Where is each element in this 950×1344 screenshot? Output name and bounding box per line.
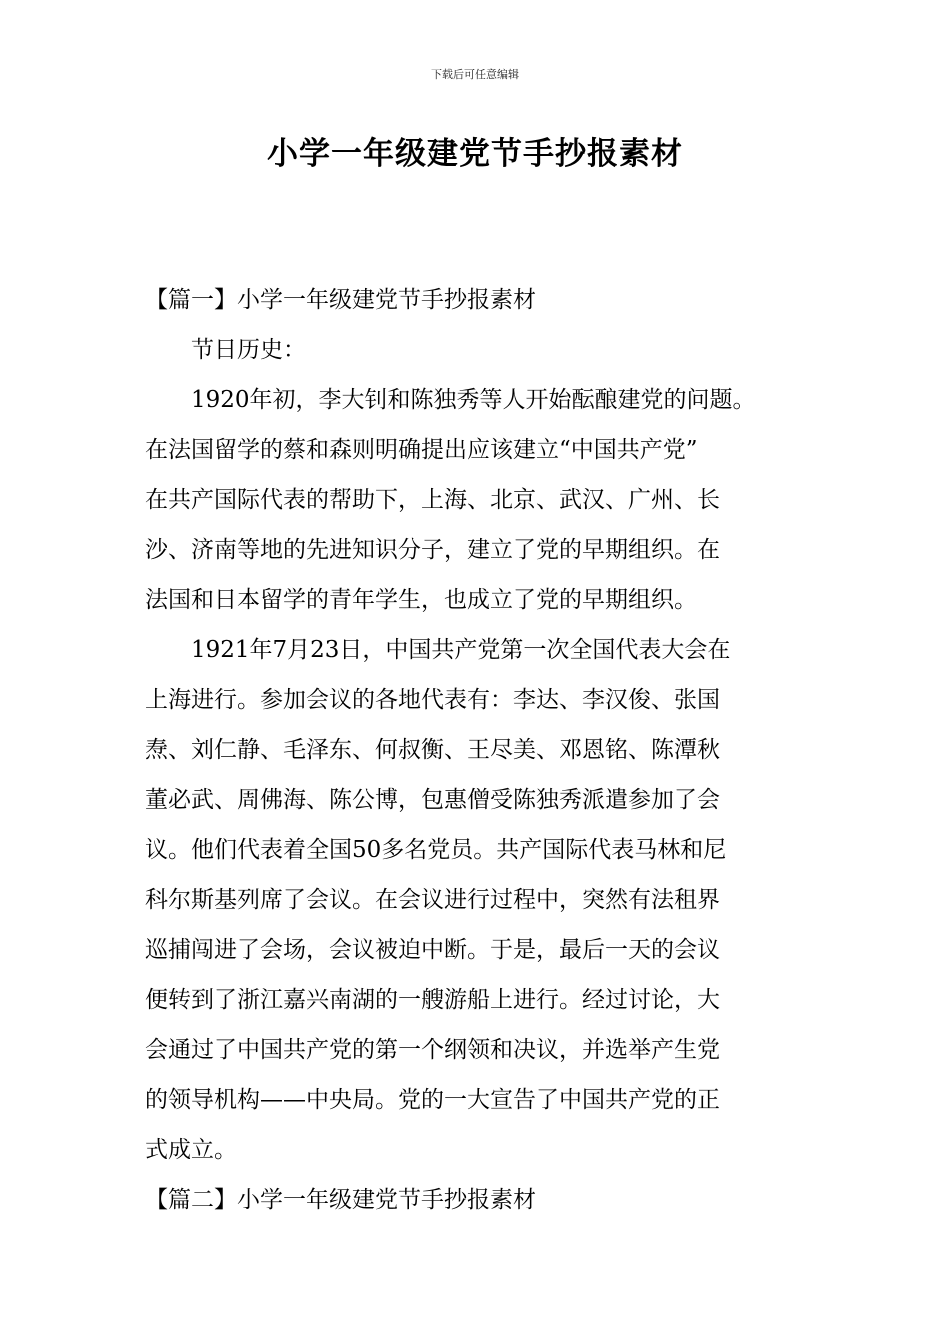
paragraph-line: 节日历史： — [191, 337, 306, 363]
paragraph-line: 议。他们代表着全国50多名党员。共产国际代表马林和尼 — [145, 837, 727, 863]
paragraph-line: 的领导机构——中央局。党的一大宣告了中国共产党的正 — [145, 1087, 720, 1113]
section-1 — [145, 275, 817, 1175]
paragraph-line: 董必武、周佛海、陈公博，包惠僧受陈独秀派遣参加了会 — [145, 787, 720, 813]
paragraph-line: 会通过了中国共产党的第一个纲领和决议，并选举产生党 — [145, 1037, 720, 1063]
section-2 — [145, 1175, 817, 1225]
paragraph-line: 科尔斯基列席了会议。在会议进行过程中，突然有法租界 — [145, 887, 720, 913]
paragraph-line: 1921年7月23日，中国共产党第一次全国代表大会在 — [191, 637, 731, 663]
section-heading: 【篇一】小学一年级建党节手抄报素材 — [145, 287, 536, 313]
paragraph-line: 焘、刘仁静、毛泽东、何叔衡、王尽美、邓恩铭、陈潭秋 — [145, 737, 720, 763]
paragraph-line: 沙、济南等地的先进知识分子，建立了党的早期组织。在 — [145, 537, 720, 563]
paragraph-line: 便转到了浙江嘉兴南湖的一艘游船上进行。经过讨论，大 — [145, 987, 720, 1013]
paragraph-line: 式成立。 — [145, 1137, 237, 1163]
section-heading: 【篇二】小学一年级建党节手抄报素材 — [145, 1187, 536, 1213]
paragraph-line: 巡捕闯进了会场，会议被迫中断。于是，最后一天的会议 — [145, 937, 720, 963]
paragraph — [145, 325, 817, 375]
paragraph-line: 在共产国际代表的帮助下，上海、北京、武汉、广州、长 — [145, 487, 720, 513]
header-note: 下载后可任意编辑 — [431, 68, 519, 81]
paragraph-line: 在法国留学的蔡和森则明确提出应该建立“中国共产党” — [145, 437, 698, 463]
paragraph — [145, 375, 817, 625]
document-title: 小学一年级建党节手抄报素材 — [267, 136, 683, 172]
paragraph-line: 1920年初，李大钊和陈独秀等人开始酝酿建党的问题。 — [191, 387, 756, 413]
paragraph — [145, 625, 817, 1175]
document-body — [145, 275, 817, 1225]
paragraph-line: 法国和日本留学的青年学生，也成立了党的早期组织。 — [145, 587, 697, 613]
paragraph-line: 上海进行。参加会议的各地代表有：李达、李汉俊、张国 — [145, 687, 720, 713]
